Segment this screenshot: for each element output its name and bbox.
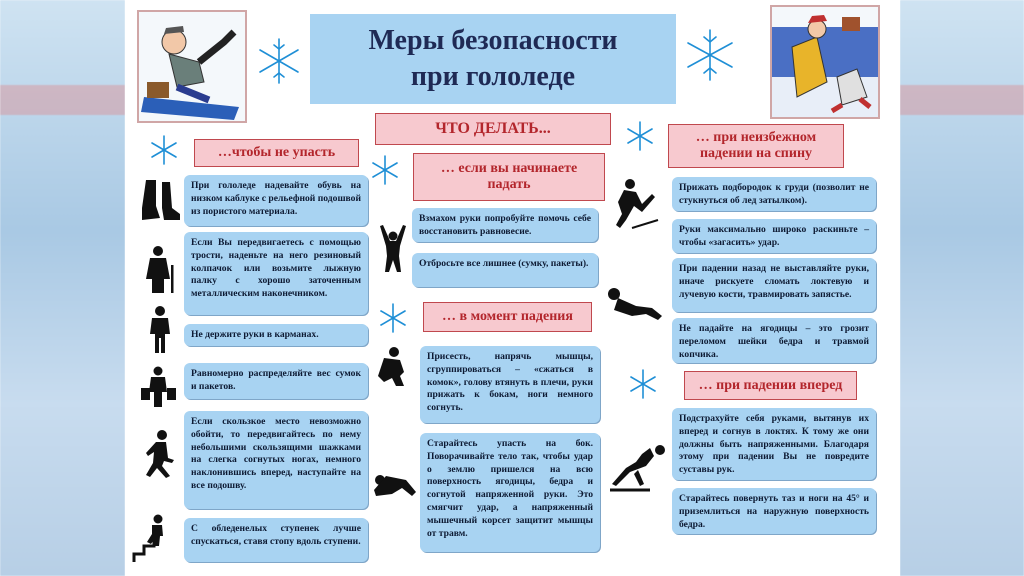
- tip-box: Взмахом руки попробуйте помочь себе восстановить равновесие.: [412, 208, 598, 242]
- main-header: ЧТО ДЕЛАТЬ...: [375, 113, 611, 145]
- tip-box: При падении назад не выставляйте руки, иначе рискуете сломать локтевую и лучевую кости, травмировать запястье.: [672, 258, 876, 312]
- tip-box: Подстрахуйте себя руками, вытянув их вперед и согнув в локтях. К тому же они должны быть напряженными. Благодаря этому при падении Вы не повредите суставы рук.: [672, 408, 876, 480]
- tip-box: Присесть, напрячь мышцы, сгруппироваться – «сжаться в комок», голову втянуть в плечи, руки прижать к бокам, ноги немного согнуть.: [420, 346, 600, 423]
- page-title: Меры безопасности при гололеде: [310, 14, 676, 104]
- illustration-people-falling: [770, 5, 880, 119]
- tip-box: Руки максимально широко раскиньте – чтобы «загасить» удар.: [672, 219, 876, 253]
- tip-box: Старайтесь повернуть таз и ноги на 45° и приземлиться на наружную поверхность бедра.: [672, 488, 876, 534]
- person-walking-icon: [140, 430, 176, 478]
- section-header-not-fall: …чтобы не упасть: [194, 139, 359, 167]
- tip-box: Если скользкое место невозможно обойти, то передвигайтесь по нему небольшими скользящими шажками на слегка согнутых ногах, немного наклонившись вперед, наступайте на все подошву.: [184, 411, 368, 509]
- section-header-fall-forward: … при падении вперед: [684, 371, 857, 400]
- tip-box: Прижать подбородок к груди (позволит не стукнуться об лед затылком).: [672, 177, 876, 211]
- snowflake-icon: [682, 27, 738, 83]
- tip-box: Если Вы передвигаетесь с помощью трости, наденьте на него резиновый колпачок или возьмите лыжную палку с хорошо заточенным металлическим наконечником.: [184, 232, 368, 315]
- snowflake-icon: [377, 302, 409, 334]
- section-header-fall-on-back: … при неизбежном падении на спину: [668, 124, 844, 168]
- person-on-stairs-icon: [132, 514, 172, 564]
- tip-box: С обледенелых ступенек лучше спускаться, ставя стопу вдоль ступени.: [184, 518, 368, 562]
- snowflake-icon: [148, 134, 180, 166]
- section-header-moment-of-fall: … в момент падения: [423, 302, 592, 332]
- tip-box: Не падайте на ягодицы – это грозит переломом шейки бедра и травмой копчика.: [672, 318, 876, 363]
- tip-box: При гололеде надевайте обувь на низком каблуке с рельефной подошвой из пористого материала.: [184, 175, 368, 226]
- snowflake-icon: [254, 36, 304, 86]
- tip-box: Отбросьте все лишнее (сумку, пакеты).: [412, 253, 598, 287]
- section-header-start-falling: … если вы начинаете падать: [413, 153, 605, 201]
- person-arms-up-icon: [376, 224, 410, 274]
- tip-box: Равномерно распределяйте вес сумок и пакетов.: [184, 363, 368, 399]
- person-standing-icon: [146, 306, 174, 354]
- person-falling-forward-icon: [610, 442, 668, 494]
- tip-box: Не держите руки в карманах.: [184, 324, 368, 346]
- blurred-background-left: [0, 0, 125, 576]
- snowflake-icon: [624, 120, 656, 152]
- person-lying-back-icon: [606, 286, 664, 326]
- boots-icon: [136, 178, 184, 224]
- snowflake-icon: [627, 368, 659, 400]
- person-with-bags-icon: [140, 366, 176, 408]
- person-crouching-icon: [374, 346, 410, 388]
- person-with-cane-icon: [140, 245, 180, 295]
- tip-box: Старайтесь упасть на бок. Поворачивайте тело так, чтобы удар о землю пришелся на всю поверхность ягодицы, бедра и согнутой напряженной руки. Это смягчит удар, а напряженный мышечный корсет защитит мышцы от травм.: [420, 433, 600, 552]
- illustration-man-slipping: [137, 10, 247, 123]
- snowflake-icon: [369, 154, 401, 186]
- blurred-background-right: [900, 0, 1024, 576]
- person-fallen-side-icon: [372, 466, 418, 500]
- person-slipping-back-icon: [608, 178, 662, 232]
